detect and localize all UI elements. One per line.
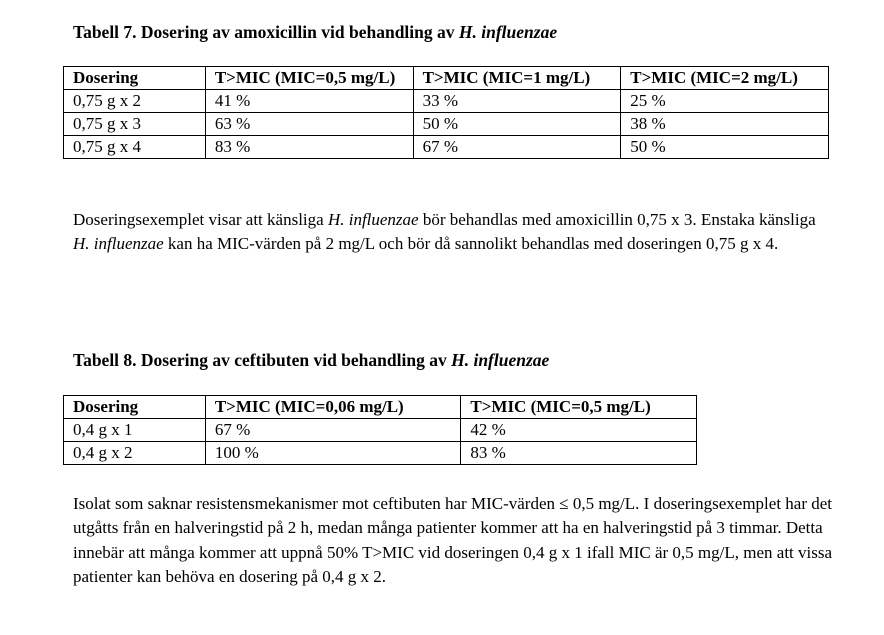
- table-row: [64, 136, 829, 159]
- table7-cell: 25 %: [621, 90, 829, 113]
- table8-cell: 83 %: [461, 442, 697, 465]
- table7-cell: 33 %: [413, 90, 621, 113]
- table7-title-prefix: Tabell 7. Dosering av amoxicillin vid behandling av: [73, 22, 459, 42]
- table-row: [64, 442, 697, 465]
- table-row: [64, 419, 697, 442]
- table7-cell: 50 %: [621, 136, 829, 159]
- table7-title: [73, 22, 557, 42]
- table8-cell: 42 %: [461, 419, 697, 442]
- paragraph-amoxicillin: [73, 208, 833, 257]
- table7-cell: 38 %: [621, 113, 829, 136]
- table7-header-cell: T>MIC (MIC=2 mg/L): [621, 67, 829, 90]
- table7-header-cell: T>MIC (MIC=1 mg/L): [413, 67, 621, 90]
- table8: [63, 395, 697, 465]
- table7-cell: 0,75 g x 4: [64, 136, 206, 159]
- para1-text: Doseringsexemplet visar att känsliga: [73, 210, 328, 229]
- para1-organism: H. influenzae: [73, 234, 164, 254]
- table8-cell: 100 %: [205, 442, 461, 465]
- table7-header-row: [64, 67, 829, 90]
- table8-header-row: [64, 396, 697, 419]
- table7-header-cell: T>MIC (MIC=0,5 mg/L): [205, 67, 413, 90]
- table7-cell: 83 %: [205, 136, 413, 159]
- table7-cell: 63 %: [205, 113, 413, 136]
- para1-text: bör behandlas med amoxicillin 0,75 x 3. Enstaka känsliga: [418, 210, 816, 229]
- table7-cell: 0,75 g x 3: [64, 113, 206, 136]
- table-row: [64, 90, 829, 113]
- table8-cell: 67 %: [205, 419, 461, 442]
- table7-cell: 0,75 g x 2: [64, 90, 206, 113]
- table7-cell: 50 %: [413, 113, 621, 136]
- table8-cell: 0,4 g x 2: [64, 442, 206, 465]
- table7-header-cell: Dosering: [64, 67, 206, 90]
- para1-organism: H. influenzae: [327, 210, 419, 229]
- table-row: [64, 113, 829, 136]
- table7-title-organism: H. influenzae: [458, 22, 558, 42]
- table8-title: [73, 350, 549, 370]
- table8-title-organism: H. influenzae: [451, 350, 550, 370]
- table8-header-cell: T>MIC (MIC=0,06 mg/L): [205, 396, 461, 419]
- paragraph-ceftibuten: Isolat som saknar resistensmekanismer mot ceftibuten har MIC-värden ≤ 0,5 mg/L. I doseringsexemplet har det utgåtts från en halveringstid på 2 h, medan många patienter kommer att ha en halveringstid på 3 timmar. Detta innebär att många kommer att uppnå 50% T>MIC vid doseringen 0,4 g x 1 ifall MIC är 0,5 mg/L, men att vissa patienter kan behöva en dosering på 0,4 g x 2.: [73, 494, 833, 586]
- table7: [63, 66, 829, 159]
- table8-title-prefix: Tabell 8. Dosering av ceftibuten vid behandling av: [73, 350, 452, 370]
- table8-header-cell: T>MIC (MIC=0,5 mg/L): [461, 396, 697, 419]
- table7-cell: 67 %: [413, 136, 621, 159]
- table8-cell: 0,4 g x 1: [64, 419, 206, 442]
- table8-header-cell: Dosering: [64, 396, 206, 419]
- para1-text: kan ha MIC-värden på 2 mg/L och bör då sannolikt behandlas med doseringen 0,75 g x 4.: [163, 234, 779, 254]
- table7-cell: 41 %: [205, 90, 413, 113]
